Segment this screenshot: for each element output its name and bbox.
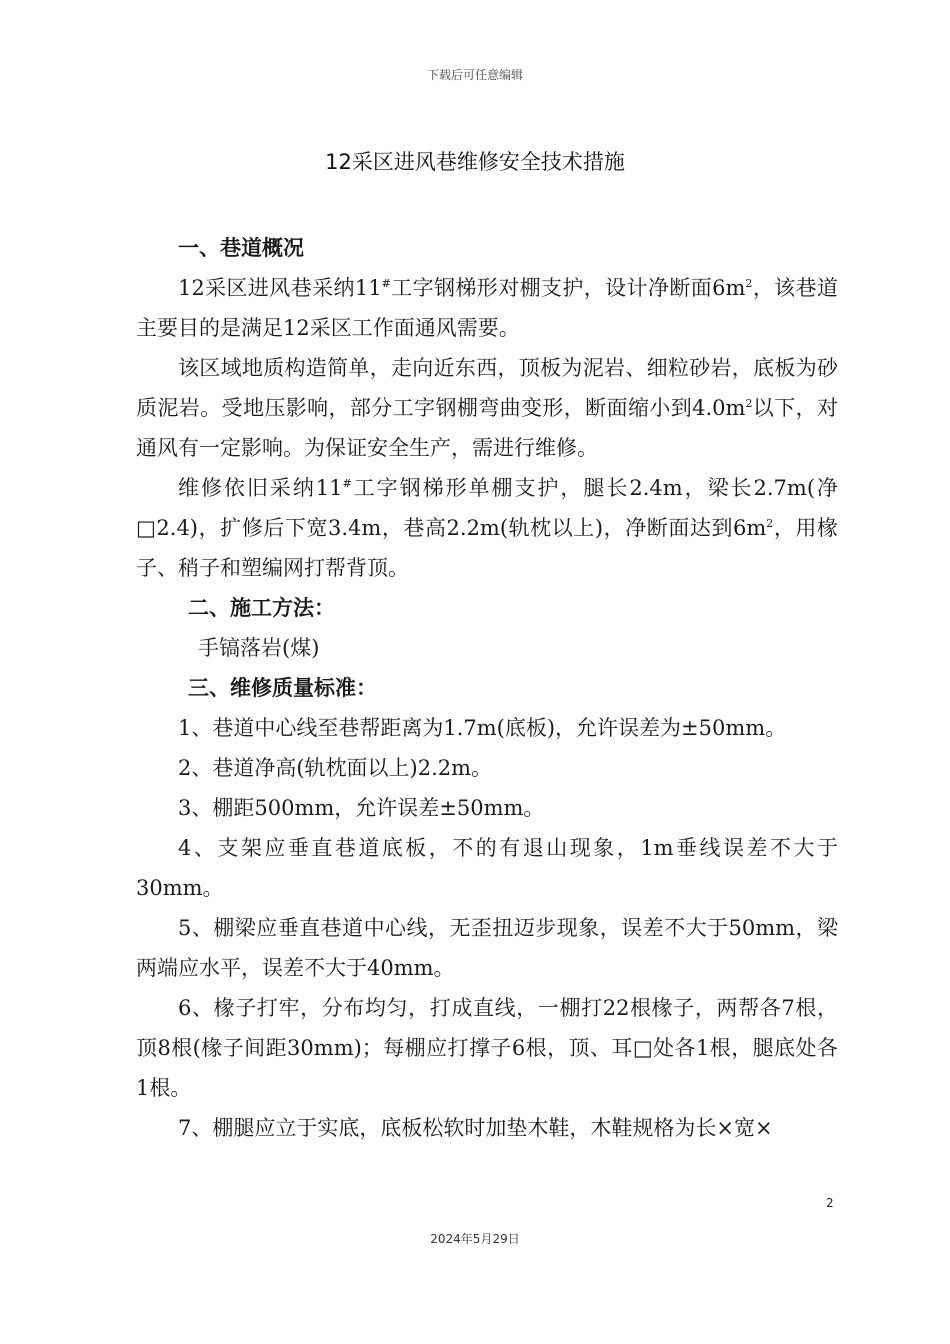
list-item: 4、支架应垂直巷道底板，不的有退山现象，1m垂线误差不大于30mm。 xyxy=(136,836,838,900)
list-item: 6、椽子打牢，分布均匀，打成直线，一棚打22根椽子，两帮各7根，顶8根(椽子间距30mm)；每棚应打撑子6根，顶、耳□处各1根，腿底处各1根。 xyxy=(136,996,838,1100)
paragraph-overview-2: 该区域地质构造简单，走向近东西，顶板为泥岩、细粒砂岩，底板为砂质泥岩。受地压影响，部分工字钢棚弯曲变形，断面缩小到$4.0m^2$以下，对通风有一定影响。为保证安全生产，需进行维修。 xyxy=(136,356,838,460)
section-heading-overview: 一、巷道概况 xyxy=(178,236,304,260)
list-item: 5、棚梁应垂直巷道中心线，无歪扭迈步现象，误差不大于50mm，梁两端应水平，误差不大于40mm。 xyxy=(136,916,838,980)
page-footer-date: 2024年5月29日 xyxy=(430,1232,520,1246)
document-title: 12采区进风巷维修安全技术措施 xyxy=(325,150,625,174)
list-item: 3、棚距500mm，允许误差±50mm。 xyxy=(178,796,545,820)
list-item: 2、巷道净高(轨枕面以上)2.2m。 xyxy=(178,756,493,780)
document-body xyxy=(136,228,838,1148)
paragraph-method: 手镐落岩(煤) xyxy=(198,636,320,660)
paragraph-overview-1: 12采区进风巷采纳11#工字钢梯形对棚支护，设计净断面$6m^2$，该巷道主要目的是满足12采区工作面通风需要。 xyxy=(136,276,838,340)
paragraph-overview-3: 维修依旧采纳11#工字钢梯形单棚支护，腿长2.4m，梁长2.7m(净□2.4)，扩修后下宽3.4m，巷高2.2m(轨枕以上)，净断面达到$6m^2$，用椽子、稍子和塑编网打帮背顶。 xyxy=(136,476,838,580)
section-heading-method: 二、施工方法： xyxy=(188,596,335,620)
page-number: 2 xyxy=(826,1196,834,1210)
list-item: 1、巷道中心线至巷帮距离为1.7m(底板)，允许误差为±50mm。 xyxy=(178,716,787,740)
section-heading-quality: 三、维修质量标准： xyxy=(188,676,377,700)
list-item: 7、棚腿应立于实底，底板松软时加垫木鞋，木鞋规格为长×宽× xyxy=(178,1116,773,1140)
page-header: 下载后可任意编辑 xyxy=(426,68,523,82)
